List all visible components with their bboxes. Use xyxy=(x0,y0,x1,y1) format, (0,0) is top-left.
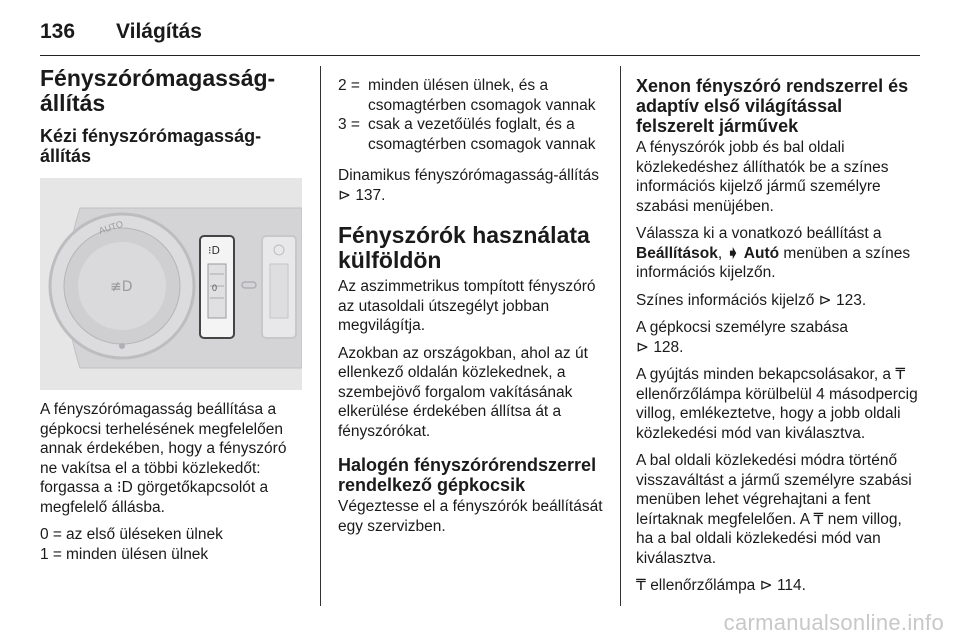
headlight-switch-illustration xyxy=(40,178,302,390)
subsection-title: Xenon fényszóró rendszerrel és adaptív első világítással felszerelt járművek xyxy=(636,76,909,136)
column-divider xyxy=(620,66,621,606)
paragraph: ₸ ellenőrzőlámpa ⊳ 114. xyxy=(636,577,806,594)
wheel-zero-label: 0 xyxy=(212,283,218,293)
subsection-title: Kézi fényszórómagasság- állítás xyxy=(40,126,262,166)
chapter-title: Világítás xyxy=(116,20,202,43)
list-item: 2 = minden ülésen ülnek, és a csomagtérben csomagok vannak xyxy=(338,77,596,114)
list-item: 3 = csak a vezetőülés foglalt, és a csomagtérben csomagok vannak xyxy=(338,116,596,153)
svg-text:≢D: ≢D xyxy=(110,279,133,295)
control-lamp-icon: ₸ xyxy=(636,577,646,594)
column-right xyxy=(636,76,918,596)
reference-arrow-icon: ⊳ xyxy=(338,186,351,204)
page-header xyxy=(40,14,920,54)
paragraph: A bal oldali közlekedési módra történő visszaváltást a jármű személyre szabási menüben lehet végrehajtani a fent leírtaknak megfelelően. A ₸ nem villog, ha a bal oldali közlekedési mód van kiválasztva. xyxy=(636,452,912,567)
headlight-range-icon: ⁝D xyxy=(116,479,133,496)
paragraph: Az aszimmetrikus tompított fényszóró az utasoldali útszegélyt jobban megvilágítja. xyxy=(338,278,596,334)
menu-settings-label: Beállítások xyxy=(636,244,718,262)
control-lamp-icon: ₸ xyxy=(813,510,824,528)
paragraph: A gyújtás minden bekapcsolásakor, a ₸ ellenőrzőlámpa körülbelül 4 másodpercig villog, emlékeztetve, hogy a jobb oldali közlekedési mód van kiválasztva. xyxy=(636,366,918,442)
paragraph: A fényszórómagasság beállítása a gépkocsi terhelésének megfelelően annak érdekében, hogy a fényszóró ne vakítsa el a többi közlekedőt: forgassa a ⁝D görgetőkapcsolót a megfelelő állásba. xyxy=(40,401,287,516)
header-divider xyxy=(40,55,920,56)
paragraph: A gépkocsi személyre szabása ⊳ 128. xyxy=(636,319,848,356)
paragraph: Dinamikus fényszórómagasság-állítás ⊳ 137. xyxy=(338,167,600,204)
menu-arrow-icon: ➧ xyxy=(726,244,740,262)
load-level-list xyxy=(40,525,302,564)
reference-arrow-icon: ⊳ xyxy=(759,577,773,594)
list-item: 1 = minden ülésen ülnek xyxy=(40,545,209,563)
section-title: Fényszórók használata külföldön xyxy=(338,222,590,273)
column-left xyxy=(40,66,302,564)
reference-arrow-icon: ⊳ xyxy=(818,291,832,309)
control-lamp-icon: ₸ xyxy=(895,366,906,383)
page-number: 136 xyxy=(40,20,76,43)
paragraph: Azokban az országokban, ahol az út ellenkező oldalán közlekednek, a szembejövő forgalom vakításának elkerülése érdekében állítsa át a fényszórókat. xyxy=(338,344,588,440)
column-middle xyxy=(338,76,604,536)
watermark: carmanualsonline.info xyxy=(723,610,944,635)
svg-text:⁝D: ⁝D xyxy=(208,244,220,257)
paragraph: Válassza ki a vonatkozó beállítást a Beállítások, ➧ Autó menüben a színes információs kijelzőn. xyxy=(636,225,911,281)
reference-arrow-icon: ⊳ xyxy=(636,338,649,356)
section-title: Fényszórómagasság- állítás xyxy=(40,65,276,116)
column-divider xyxy=(320,66,321,606)
load-level-list-continued xyxy=(338,76,604,154)
paragraph: A fényszórók jobb és bal oldali közlekedéshez állíthatók be a színes információs kijelző jármű személyre szabási menüjében. xyxy=(636,139,889,215)
list-item: 0 = az első üléseken ülnek xyxy=(40,526,223,543)
paragraph: Színes információs kijelző ⊳ 123. xyxy=(636,291,867,309)
paragraph: Végeztesse el a fényszórók beállítását egy szervizben. xyxy=(338,498,603,535)
auto-label: AUTO xyxy=(97,218,125,236)
menu-auto-label: Autó xyxy=(743,244,780,262)
subsection-title: Halogén fényszórórendszerrel rendelkező gépkocsik xyxy=(338,455,597,495)
headlight-switch-figure xyxy=(40,178,302,390)
